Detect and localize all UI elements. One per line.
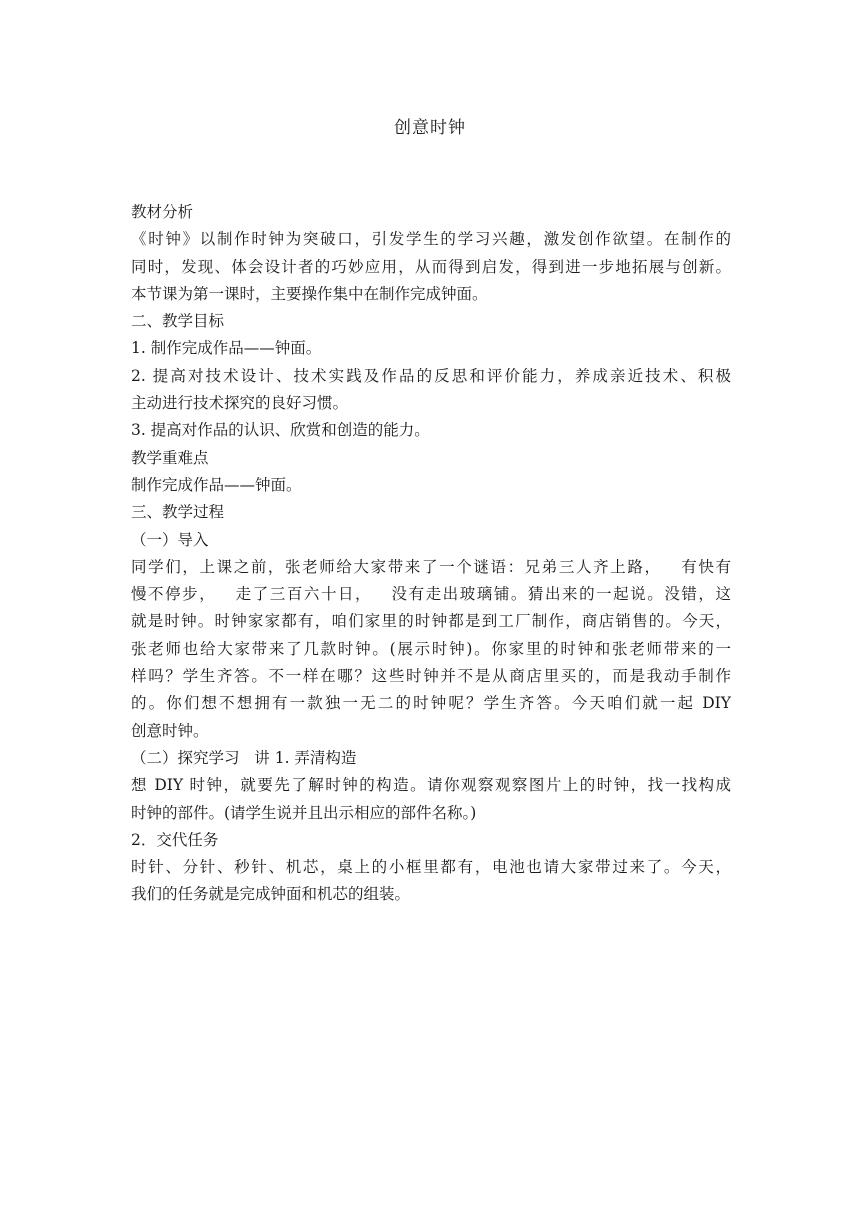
body-line: 就是时钟。时钟家家都有，咱们家里的时钟都是到工厂制作，商店销售的。今天， [131,612,731,631]
body-line: 同学们，上课之前，张老师给大家带来了一个谜语：兄弟三人齐上路， 有快有 [131,557,731,576]
body-line: 我们的任务就是完成钟面和机芯的组装。 [131,885,411,904]
body-line: 教材分析 [131,203,194,221]
document-body [131,199,731,909]
body-line: 二、教学目标 [131,312,225,331]
body-line: 创意时钟。 [131,721,209,740]
body-line: 教学重难点 [131,448,209,467]
body-line: 时钟的部件。(请学生说并且出示相应的部件名称。) [131,803,477,822]
body-line: 3. 提高对作品的认识、欣赏和创造的能力。 [131,421,430,440]
body-line: 的。你们想不想拥有一款独一无二的时钟呢？学生齐答。今天咱们就一起 DIY [131,694,731,713]
body-line: 同时，发现、体会设计者的巧妙应用，从而得到启发，得到进一步地拓展与创新。 [131,257,731,276]
body-line: 慢不停步， 走了三百六十日， 没有走出玻璃铺。猜出来的一起说。没错，这 [131,585,731,604]
body-line: 样吗？学生齐答。不一样在哪？这些时钟并不是从商店里买的，而是我动手制作 [131,667,731,686]
body-line: （一）导入 [131,530,209,549]
body-line: 1. 制作完成作品——钟面。 [131,339,322,358]
document-title: 创意时钟 [394,118,466,138]
body-line: 主动进行技术探究的良好习惯。 [131,394,349,413]
body-line: 时针、分针、秒针、机芯，桌上的小框里都有，电池也请大家带过来了。今天， [131,858,731,877]
body-line: 三、教学过程 [131,503,225,522]
body-line: 《时钟》以制作时钟为突破口，引发学生的学习兴趣，激发创作欲望。在制作的 [131,230,731,249]
body-line: 想 DIY 时钟，就要先了解时钟的构造。请你观察观察图片上的时钟，找一找构成 [131,776,731,795]
body-line: 本节课为第一课时，主要操作集中在制作完成钟面。 [131,284,488,303]
body-line: 2．交代任务 [131,830,219,849]
body-line: 2. 提高对技术设计、技术实践及作品的反思和评价能力，养成亲近技术、积极 [131,366,731,385]
body-line: （二）探究学习 讲 1. 弄清构造 [131,748,357,767]
body-line: 张老师也给大家带来了几款时钟。(展示时钟)。你家里的时钟和张老师带来的一 [131,639,731,658]
body-line: 制作完成作品——钟面。 [131,475,302,494]
